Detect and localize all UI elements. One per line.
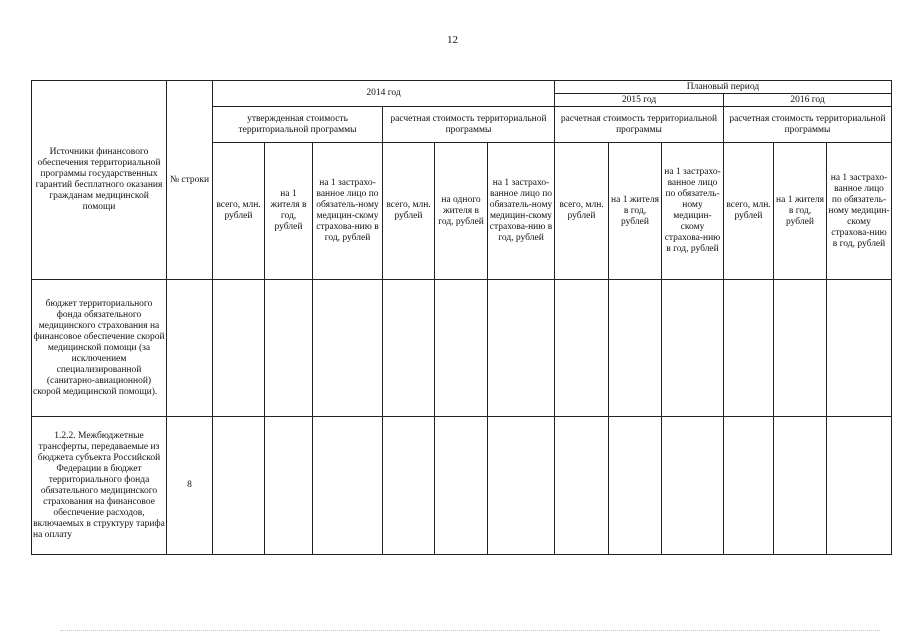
cell xyxy=(313,280,383,417)
cell xyxy=(488,280,555,417)
cell xyxy=(555,280,609,417)
table-row xyxy=(32,417,892,555)
header-source: Источники финансового обеспечения территориальной программы государственных гарантий бесплатного оказания гражданам медицинской помощи xyxy=(32,81,167,280)
header-year-2015: 2015 год xyxy=(555,94,724,107)
cell xyxy=(265,417,313,555)
header-year-2014: 2014 год xyxy=(213,81,555,107)
cell xyxy=(435,280,488,417)
cell xyxy=(488,417,555,555)
header-calculated-cost-2015: расчетная стоимость территориальной программы xyxy=(555,107,724,143)
header-per-resident-2014-approved: на 1 жителя в год, рублей xyxy=(265,143,313,280)
header-per-insured-2014-approved: на 1 застрахо-ванное лицо по обязатель-ному медицин-скому страхова-нию в год, рублей xyxy=(313,143,383,280)
row-number xyxy=(167,280,213,417)
header-per-resident-2016: на 1 жителя в год, рублей xyxy=(774,143,827,280)
row-number: 8 xyxy=(167,417,213,555)
cell xyxy=(724,417,774,555)
cell xyxy=(774,417,827,555)
cell xyxy=(265,280,313,417)
cell xyxy=(213,280,265,417)
header-year-2016: 2016 год xyxy=(724,94,892,107)
header-per-insured-2014-calculated: на 1 застрахо-ванное лицо по обязатель-ному медицин-скому страхова-нию в год, рублей xyxy=(488,143,555,280)
header-per-resident-2014-calculated: на одного жителя в год, рублей xyxy=(435,143,488,280)
header-per-resident-2015: на 1 жителя в год, рублей xyxy=(609,143,662,280)
table-row xyxy=(32,280,892,417)
cell xyxy=(555,417,609,555)
header-planned-period: Плановый период xyxy=(555,81,892,94)
cell xyxy=(662,417,724,555)
cell xyxy=(213,417,265,555)
header-calculated-cost-2016: расчетная стоимость территориальной программы xyxy=(724,107,892,143)
cell xyxy=(774,280,827,417)
cell xyxy=(609,417,662,555)
cell xyxy=(383,280,435,417)
row-source: бюджет территориального фонда обязательного медицинского страхования на финансовое обеспечение скорой медицинской помощи (за исключением специализированной (санитарно-авиационной) скорой медицинской помощи). xyxy=(32,280,167,417)
cell xyxy=(662,280,724,417)
financing-sources-table xyxy=(31,80,892,555)
cell xyxy=(435,417,488,555)
cell xyxy=(383,417,435,555)
cell xyxy=(827,417,892,555)
header-total-2014-approved: всего, млн. рублей xyxy=(213,143,265,280)
header-total-2016: всего, млн. рублей xyxy=(724,143,774,280)
cell xyxy=(609,280,662,417)
scan-artifact xyxy=(60,630,880,632)
row-source: 1.2.2. Межбюджетные трансферты, передаваемые из бюджета субъекта Российской Федерации в бюджет территориального фонда обязательного медицинского страхования на финансовое обеспечение расходов, включаемых в структуру тарифа на оплату xyxy=(32,417,167,555)
cell xyxy=(724,280,774,417)
header-per-insured-2016: на 1 застрахо-ванное лицо по обязатель-ному медицин-скому страхова-нию в год, рублей xyxy=(827,143,892,280)
header-total-2014-calculated: всего, млн. рублей xyxy=(383,143,435,280)
header-calculated-cost-2014: расчетная стоимость территориальной программы xyxy=(383,107,555,143)
cell xyxy=(313,417,383,555)
cell xyxy=(827,280,892,417)
header-approved-cost-2014: утвержденная стоимость территориальной программы xyxy=(213,107,383,143)
header-total-2015: всего, млн. рублей xyxy=(555,143,609,280)
page-number: 12 xyxy=(447,34,458,46)
header-row-number: № строки xyxy=(167,81,213,280)
header-per-insured-2015: на 1 застрахо-ванное лицо по обязатель-ному медицин-скому страхова-нию в год, рублей xyxy=(662,143,724,280)
